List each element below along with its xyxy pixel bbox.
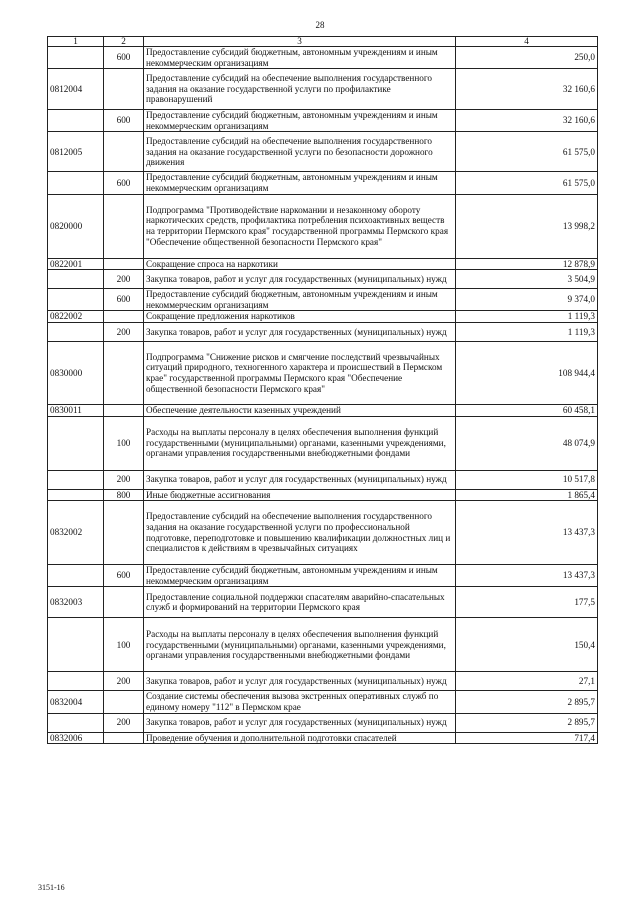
row-name: Предоставление социальной поддержки спасателям аварийно-спасательных служб и формирований на территории Пермского края: [144, 587, 456, 618]
row-amount: 9 374,0: [456, 289, 598, 311]
column-header-1: 1: [48, 37, 104, 47]
row-code: 0830000: [48, 341, 104, 404]
row-expense-kind: [104, 691, 144, 713]
row-expense-kind: 200: [104, 270, 144, 289]
row-code: [48, 565, 104, 587]
row-expense-kind: 600: [104, 110, 144, 132]
row-code: 0812005: [48, 132, 104, 172]
table-row: [48, 132, 598, 172]
row-name: Подпрограмма "Противодействие наркомании и незаконному обороту наркотических средств, профилактика потребления психоактивных веществ на территории Пермского края" государственной программы Пермского края "Обеспечение общественной безопасности Пермского края": [144, 194, 456, 258]
row-code: 0832003: [48, 587, 104, 618]
row-amount: 32 160,6: [456, 110, 598, 132]
table-row: [48, 289, 598, 311]
row-name: Сокращение предложения наркотиков: [144, 311, 456, 323]
row-name: Обеспечение деятельности казенных учреждений: [144, 404, 456, 416]
table-row: [48, 110, 598, 132]
row-expense-kind: 200: [104, 713, 144, 732]
row-name: Закупка товаров, работ и услуг для государственных (муниципальных) нужд: [144, 470, 456, 489]
table-row: [48, 194, 598, 258]
table-row: [48, 69, 598, 110]
row-amount: 27,1: [456, 672, 598, 691]
row-code: 0822001: [48, 258, 104, 270]
page-number: 28: [315, 20, 325, 30]
row-code: 0832006: [48, 732, 104, 744]
row-code: [48, 110, 104, 132]
row-name: Предоставление субсидий на обеспечение выполнения государственного задания на оказание государственной услуги по безопасности дорожного движения: [144, 132, 456, 172]
row-amount: 2 895,7: [456, 713, 598, 732]
row-amount: 108 944,4: [456, 341, 598, 404]
row-expense-kind: 200: [104, 470, 144, 489]
row-expense-kind: [104, 194, 144, 258]
document-footer-code: 3151-16: [38, 883, 65, 892]
table-row: [48, 311, 598, 323]
row-code: [48, 172, 104, 194]
table-row: [48, 404, 598, 416]
table-row: [48, 258, 598, 270]
row-code: 0822002: [48, 311, 104, 323]
row-expense-kind: [104, 132, 144, 172]
row-code: [48, 713, 104, 732]
row-name: Предоставление субсидий бюджетным, автономным учреждениям и иным некоммерческим организациям: [144, 110, 456, 132]
table-body: [48, 47, 598, 744]
row-expense-kind: 200: [104, 322, 144, 341]
row-amount: 3 504,9: [456, 270, 598, 289]
row-code: [48, 289, 104, 311]
row-amount: 13 437,3: [456, 501, 598, 565]
row-amount: 10 517,8: [456, 470, 598, 489]
row-expense-kind: [104, 258, 144, 270]
row-expense-kind: 200: [104, 672, 144, 691]
row-name: Закупка товаров, работ и услуг для государственных (муниципальных) нужд: [144, 713, 456, 732]
row-amount: 1 865,4: [456, 489, 598, 501]
column-header-2: 2: [104, 37, 144, 47]
row-name: Предоставление субсидий бюджетным, автономным учреждениям и иным некоммерческим организациям: [144, 565, 456, 587]
row-expense-kind: [104, 587, 144, 618]
row-name: Подпрограмма "Снижение рисков и смягчение последствий чрезвычайных ситуаций природного, техногенного характера и происшествий в Пермском крае" государственной программы Пермского края "Обеспечение общественной безопасности Пермского края": [144, 341, 456, 404]
row-name: Иные бюджетные ассигнования: [144, 489, 456, 501]
row-amount: 717,4: [456, 732, 598, 744]
table-row: [48, 470, 598, 489]
row-expense-kind: [104, 501, 144, 565]
row-amount: 1 119,3: [456, 322, 598, 341]
row-amount: 61 575,0: [456, 172, 598, 194]
row-expense-kind: [104, 732, 144, 744]
row-name: Предоставление субсидий бюджетным, автономным учреждениям и иным некоммерческим организациям: [144, 289, 456, 311]
row-name: Закупка товаров, работ и услуг для государственных (муниципальных) нужд: [144, 270, 456, 289]
table-row: [48, 587, 598, 618]
row-amount: 13 998,2: [456, 194, 598, 258]
row-expense-kind: [104, 341, 144, 404]
row-code: [48, 47, 104, 69]
row-name: Проведение обучения и дополнительной подготовки спасателей: [144, 732, 456, 744]
table-row: [48, 270, 598, 289]
row-code: [48, 322, 104, 341]
budget-table: [47, 36, 598, 744]
row-expense-kind: [104, 404, 144, 416]
header-row: [48, 37, 598, 47]
row-amount: 61 575,0: [456, 132, 598, 172]
column-header-4: 4: [456, 37, 598, 47]
row-amount: 177,5: [456, 587, 598, 618]
row-name: Предоставление субсидий на обеспечение выполнения государственного задания на оказание государственной услуги по профессиональной подготовке, переподготовке и повышению квалификации должностных лиц и специалистов к действиям в чрезвычайных ситуациях: [144, 501, 456, 565]
row-amount: 2 895,7: [456, 691, 598, 713]
row-amount: 13 437,3: [456, 565, 598, 587]
row-amount: 60 458,1: [456, 404, 598, 416]
row-name: Закупка товаров, работ и услуг для государственных (муниципальных) нужд: [144, 322, 456, 341]
table-row: [48, 565, 598, 587]
row-code: 0832004: [48, 691, 104, 713]
row-expense-kind: [104, 311, 144, 323]
row-amount: 12 878,9: [456, 258, 598, 270]
row-amount: 32 160,6: [456, 69, 598, 110]
row-name: Предоставление субсидий бюджетным, автономным учреждениям и иным некоммерческим организациям: [144, 172, 456, 194]
row-name: Предоставление субсидий бюджетным, автономным учреждениям и иным некоммерческим организациям: [144, 47, 456, 69]
row-amount: 250,0: [456, 47, 598, 69]
table-row: [48, 489, 598, 501]
row-amount: 150,4: [456, 618, 598, 672]
row-code: 0820000: [48, 194, 104, 258]
row-amount: 48 074,9: [456, 416, 598, 470]
row-expense-kind: 600: [104, 47, 144, 69]
table-row: [48, 713, 598, 732]
row-expense-kind: 800: [104, 489, 144, 501]
table-row: [48, 341, 598, 404]
table-row: [48, 501, 598, 565]
table-row: [48, 691, 598, 713]
row-name: Предоставление субсидий на обеспечение выполнения государственного задания на оказание государственной услуги по профилактике правонарушений: [144, 69, 456, 110]
row-name: Создание системы обеспечения вызова экстренных оперативных служб по единому номеру "112" в Пермском крае: [144, 691, 456, 713]
table-row: [48, 416, 598, 470]
row-code: [48, 470, 104, 489]
table-row: [48, 732, 598, 744]
table-row: [48, 672, 598, 691]
row-expense-kind: 600: [104, 172, 144, 194]
row-code: [48, 672, 104, 691]
row-expense-kind: 600: [104, 565, 144, 587]
row-code: 0830011: [48, 404, 104, 416]
table-row: [48, 172, 598, 194]
row-name: Расходы на выплаты персоналу в целях обеспечения выполнения функций государственными (муниципальными) органами, казенными учреждениями, органами управления государственными внебюджетными фондами: [144, 416, 456, 470]
table-header: [48, 37, 598, 47]
row-name: Расходы на выплаты персоналу в целях обеспечения выполнения функций государственными (муниципальными) органами, казенными учреждениями, органами управления государственными внебюджетными фондами: [144, 618, 456, 672]
row-code: 0832002: [48, 501, 104, 565]
row-code: [48, 416, 104, 470]
row-expense-kind: 100: [104, 618, 144, 672]
row-amount: 1 119,3: [456, 311, 598, 323]
row-code: 0812004: [48, 69, 104, 110]
row-code: [48, 618, 104, 672]
table-row: [48, 322, 598, 341]
column-header-3: 3: [144, 37, 456, 47]
row-name: Сокращение спроса на наркотики: [144, 258, 456, 270]
row-expense-kind: 600: [104, 289, 144, 311]
table-row: [48, 47, 598, 69]
row-code: [48, 489, 104, 501]
row-code: [48, 270, 104, 289]
row-expense-kind: [104, 69, 144, 110]
row-expense-kind: 100: [104, 416, 144, 470]
table-row: [48, 618, 598, 672]
row-name: Закупка товаров, работ и услуг для государственных (муниципальных) нужд: [144, 672, 456, 691]
